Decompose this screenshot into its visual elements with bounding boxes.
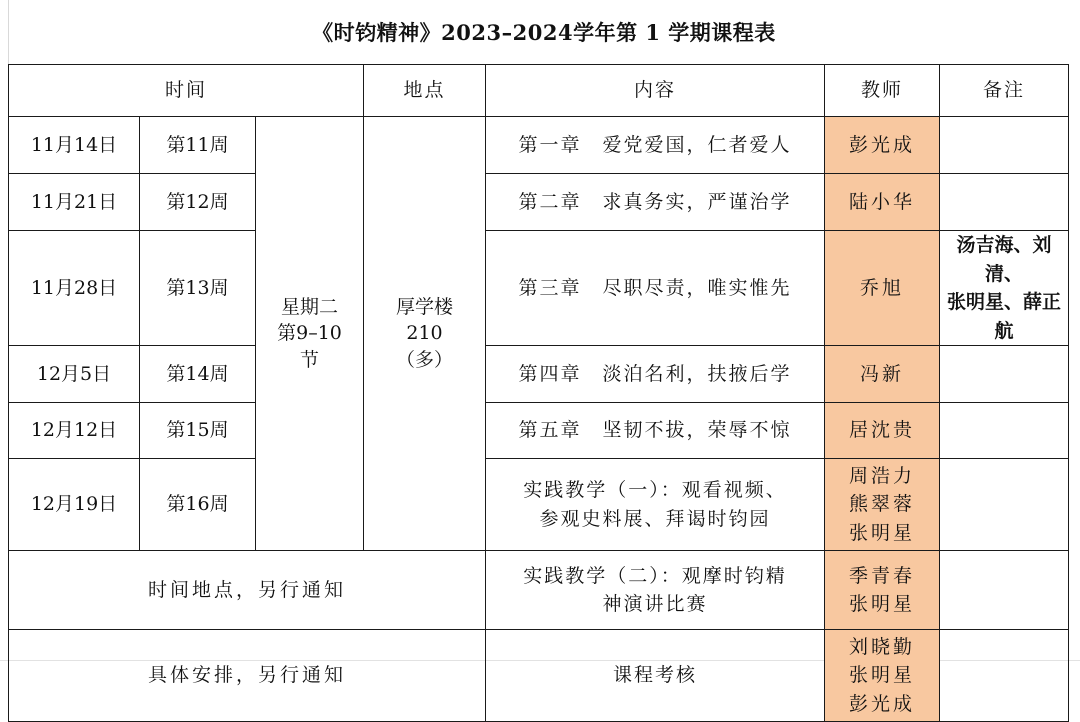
session-text: 星期二 第9–10 节 <box>277 295 342 371</box>
teacher-cell: 乔旭 <box>825 231 940 346</box>
page-title: 《时钧精神》2023–2024学年第 1 学期课程表 <box>312 20 776 45</box>
teacher-cell <box>825 551 940 630</box>
date-cell: 11月21日 <box>9 174 140 231</box>
content-cell <box>486 459 825 551</box>
date-cell: 12月19日 <box>9 459 140 551</box>
schedule-table <box>8 64 1069 722</box>
week-cell: 第15周 <box>140 403 256 459</box>
week-cell: 第14周 <box>140 346 256 403</box>
header-teacher: 教师 <box>825 65 940 117</box>
content-cell <box>486 551 825 630</box>
header-row <box>9 65 1069 117</box>
teacher-cell: 陆小华 <box>825 174 940 231</box>
table-row <box>9 459 1069 551</box>
teacher-cell: 居沈贵 <box>825 403 940 459</box>
table-row <box>9 231 1069 346</box>
content-cell: 第五章 坚韧不拔，荣辱不惊 <box>486 403 825 459</box>
table-row <box>9 551 1069 630</box>
note-cell <box>940 403 1069 459</box>
content-cell: 第四章 淡泊名利，扶掖后学 <box>486 346 825 403</box>
date-cell: 11月14日 <box>9 117 140 174</box>
content-text: 实践教学（一）：观看视频、 参观史料展、拜谒时钧园 <box>523 479 787 530</box>
teacher-text: 刘晓勤 张明星 彭光成 <box>848 635 915 715</box>
content-cell: 课程考核 <box>486 630 825 722</box>
content-text: 实践教学（二）：观摩时钧精 神演讲比赛 <box>523 564 787 615</box>
session-cell <box>256 117 364 551</box>
header-location: 地点 <box>364 65 486 117</box>
content-cell: 第一章 爱党爱国，仁者爱人 <box>486 117 825 174</box>
note-cell <box>940 459 1069 551</box>
week-cell: 第16周 <box>140 459 256 551</box>
week-cell: 第12周 <box>140 174 256 231</box>
table-row <box>9 346 1069 403</box>
date-cell: 11月28日 <box>9 231 140 346</box>
location-cell <box>364 117 486 551</box>
note-cell <box>940 630 1069 722</box>
note-text: 汤吉海、刘清、 张明星、薛正航 <box>946 234 1061 342</box>
note-cell <box>940 551 1069 630</box>
teacher-cell <box>825 459 940 551</box>
content-cell: 第三章 尽职尽责，唯实惟先 <box>486 231 825 346</box>
content-cell: 第二章 求真务实，严谨治学 <box>486 174 825 231</box>
note-cell <box>940 174 1069 231</box>
header-note: 备注 <box>940 65 1069 117</box>
teacher-text: 季青春 张明星 <box>848 564 915 615</box>
table-row <box>9 117 1069 174</box>
teacher-cell <box>825 630 940 722</box>
time-place-cell: 时间地点，另行通知 <box>9 551 486 630</box>
date-cell: 12月5日 <box>9 346 140 403</box>
time-place-cell: 具体安排，另行通知 <box>9 630 486 722</box>
header-content: 内容 <box>486 65 825 117</box>
week-cell: 第11周 <box>140 117 256 174</box>
location-text: 厚学楼 210 （多） <box>395 295 453 371</box>
table-row <box>9 403 1069 459</box>
note-cell <box>940 117 1069 174</box>
date-cell: 12月12日 <box>9 403 140 459</box>
teacher-cell: 彭光成 <box>825 117 940 174</box>
table-row <box>9 174 1069 231</box>
note-cell <box>940 346 1069 403</box>
note-cell <box>940 231 1069 346</box>
teacher-cell: 冯新 <box>825 346 940 403</box>
teacher-text: 周浩力 熊翠蓉 张明星 <box>848 464 915 544</box>
table-row <box>9 630 1069 722</box>
week-cell: 第13周 <box>140 231 256 346</box>
header-time: 时间 <box>9 65 364 117</box>
